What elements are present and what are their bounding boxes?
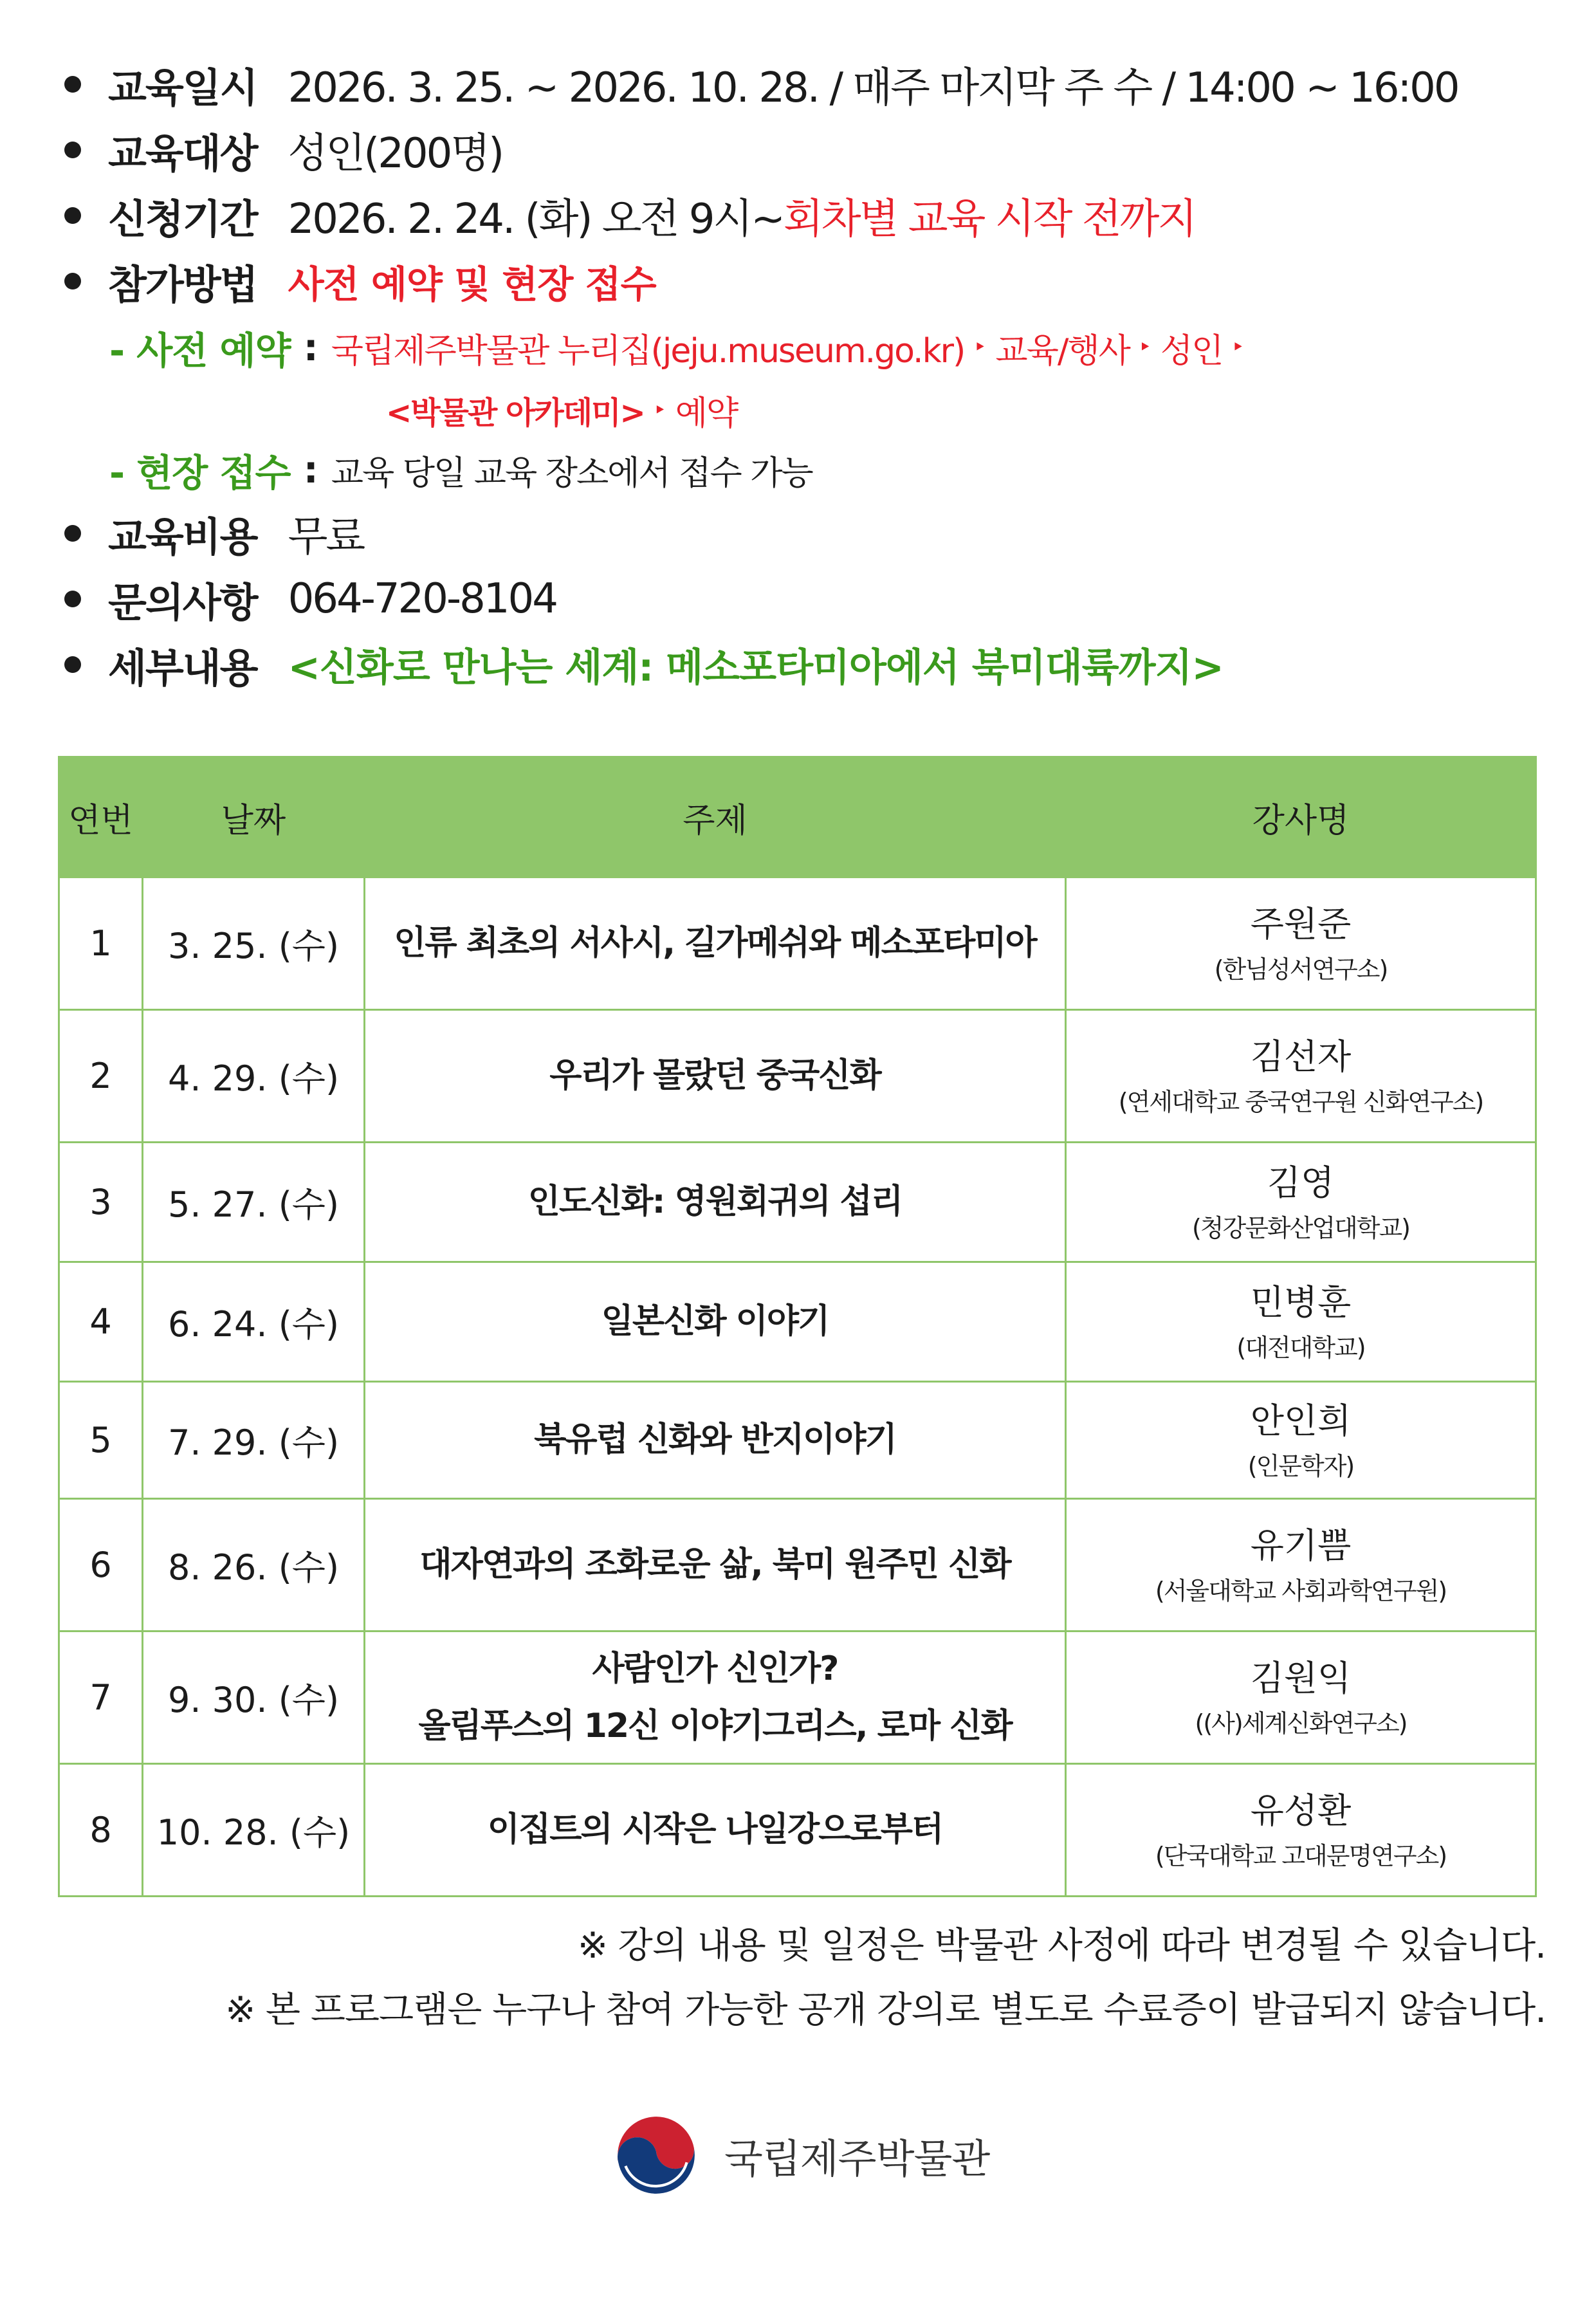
note-line: ※ 강의 내용 및 일정은 박물관 사정에 따라 변경될 수 있습니다. <box>577 1925 1546 1967</box>
table-row <box>59 1382 1536 1499</box>
pre-step: <박물관 아카데미> <box>386 395 645 431</box>
method-details <box>58 314 1537 501</box>
lecturer-org: (인문학자) <box>1247 1451 1354 1480</box>
museum-logo <box>611 2110 989 2200</box>
bullet-icon <box>64 273 81 290</box>
pre-reservation <box>109 320 1253 374</box>
cell-date: 7. 29. (수) <box>143 1382 365 1499</box>
topic-text: 인류 최초의 서사시, 길가메쉬와 메소포타미아 <box>394 924 1036 963</box>
cell-topic <box>365 878 1066 1010</box>
info-value: 2026. 3. 25. ~ 2026. 10. 28. / 매주 마지막 주 수 / 14:00 ~ 16:00 <box>288 64 1458 112</box>
info-label: 신청기간 <box>108 195 257 243</box>
lecturer-org: (서울대학교 사회과학연구원) <box>1155 1576 1447 1605</box>
header-topic: 주제 <box>365 757 1066 878</box>
info-cost <box>58 501 1537 566</box>
info-value: 2026. 2. 24. (화) 오전 9시~ <box>288 196 784 243</box>
cell-date: 5. 27. (수) <box>143 1143 365 1262</box>
info-value: <신화로 만나는 세계: 메소포타미아에서 북미대륙까지> <box>288 645 1224 690</box>
cell-no: 8 <box>59 1764 143 1897</box>
info-value: 064-720-8104 <box>288 575 556 623</box>
table-row <box>59 1764 1536 1897</box>
lecturer-name: 김선자 <box>1250 1036 1352 1077</box>
bullet-icon <box>64 656 81 673</box>
cell-topic <box>365 1010 1066 1143</box>
cell-date: 10. 28. (수) <box>143 1764 365 1897</box>
lecturer-name: 김영 <box>1267 1162 1335 1203</box>
lecturer-org: (단국대학교 고대문명연구소) <box>1155 1841 1447 1870</box>
pre-label: - 사전 예약 <box>109 329 291 372</box>
cell-lecturer <box>1066 1382 1536 1499</box>
bullet-icon <box>64 525 81 542</box>
info-detail <box>58 632 1537 697</box>
topic-text: 일본신화 이야기 <box>601 1302 829 1341</box>
lecturer-org: (연세대학교 중국연구원 신화연구소) <box>1118 1087 1483 1116</box>
lecturer-name: 민병훈 <box>1250 1282 1352 1323</box>
cell-topic <box>365 1631 1066 1764</box>
cell-no: 2 <box>59 1010 143 1143</box>
info-method <box>58 248 1537 314</box>
cell-no: 1 <box>59 878 143 1010</box>
lecturer-org: (청강문화산업대학교) <box>1191 1213 1410 1242</box>
colon: : <box>303 448 318 492</box>
bullet-icon <box>64 591 81 607</box>
info-target <box>58 117 1537 183</box>
bullet-icon <box>64 207 81 224</box>
topic-text: 대자연과의 조화로운 삶, 북미 원주민 신화 <box>419 1545 1011 1585</box>
topic-text: 인도신화: 영원회귀의 섭리 <box>527 1182 903 1222</box>
notes <box>225 1914 1546 2043</box>
pre-step: 예약 <box>675 394 738 433</box>
pre-site: 국립제주박물관 누리집(jeju.museum.go.kr) <box>331 331 965 371</box>
cell-lecturer <box>1066 1010 1536 1143</box>
table-row <box>59 878 1536 1010</box>
cell-no: 7 <box>59 1631 143 1764</box>
topic-text-line2: 올림푸스의 12신 이야기그리스, 로마 신화 <box>418 1706 1012 1745</box>
table-row <box>59 1262 1536 1382</box>
lecturer-name: 유기쁨 <box>1250 1525 1352 1566</box>
arrow-icon: ‣ <box>1231 335 1245 360</box>
table-row <box>59 1631 1536 1764</box>
info-contact <box>58 566 1537 632</box>
topic-text: 이집트의 시작은 나일강으로부터 <box>487 1810 943 1850</box>
arrow-icon: ‣ <box>973 335 987 360</box>
cell-date: 9. 30. (수) <box>143 1631 365 1764</box>
cell-lecturer <box>1066 1143 1536 1262</box>
taegeuk-emblem-icon <box>611 2110 701 2200</box>
cell-lecturer <box>1066 1764 1536 1897</box>
cell-no: 3 <box>59 1143 143 1262</box>
lecturer-org: (대전대학교) <box>1236 1333 1365 1362</box>
cell-date: 6. 24. (수) <box>143 1262 365 1382</box>
info-date <box>58 51 1537 117</box>
topic-text: 북유럽 신화와 반지이야기 <box>534 1420 896 1460</box>
header-lecturer: 강사명 <box>1066 757 1536 878</box>
header-date: 날짜 <box>143 757 365 878</box>
cell-topic <box>365 1499 1066 1631</box>
arrow-icon: ‣ <box>1138 335 1151 360</box>
museum-name: 국립제주박물관 <box>724 2135 990 2182</box>
arrow-icon: ‣ <box>653 397 666 423</box>
cell-topic <box>365 1143 1066 1262</box>
schedule-table <box>58 756 1537 1897</box>
lecturer-name: 김원익 <box>1250 1657 1352 1698</box>
table-row <box>59 1010 1536 1143</box>
onsite-reception <box>109 443 812 497</box>
cell-date: 3. 25. (수) <box>143 878 365 1010</box>
cell-no: 5 <box>59 1382 143 1499</box>
lecturer-org: ((사)세계신화연구소) <box>1195 1709 1407 1738</box>
topic-text: 우리가 몰랐던 중국신화 <box>549 1056 881 1096</box>
table-row <box>59 1143 1536 1262</box>
info-label: 참가방법 <box>108 261 257 308</box>
cell-topic <box>365 1764 1066 1897</box>
lecturer-org: (한님성서연구소) <box>1214 955 1388 984</box>
onsite-label: - 현장 접수 <box>109 451 291 495</box>
cell-date: 4. 29. (수) <box>143 1010 365 1143</box>
cell-lecturer <box>1066 1631 1536 1764</box>
header-no: 연번 <box>59 757 143 878</box>
info-value-highlight: 회차별 교육 시작 전까지 <box>783 196 1196 243</box>
info-apply <box>58 183 1537 248</box>
colon: : <box>303 326 318 369</box>
bullet-icon <box>64 76 81 93</box>
cell-topic <box>365 1382 1066 1499</box>
lecturer-name: 안인희 <box>1250 1400 1352 1441</box>
info-label: 세부내용 <box>108 644 257 692</box>
info-value: 사전 예약 및 현장 접수 <box>288 262 656 306</box>
pre-step: 교육/행사 <box>995 331 1130 371</box>
onsite-text: 교육 당일 교육 장소에서 접수 가능 <box>331 454 812 493</box>
pre-step: 성인 <box>1160 331 1223 371</box>
cell-no: 6 <box>59 1499 143 1631</box>
pre-reservation-cont <box>386 386 737 434</box>
event-info <box>58 51 1537 697</box>
info-label: 교육비용 <box>108 513 257 560</box>
note-line: ※ 본 프로그램은 누구나 참여 가능한 공개 강의로 별도로 수료증이 발급되지 않습니다. <box>225 1989 1546 2031</box>
table-header-row <box>59 757 1536 878</box>
lecturer-name: 유성환 <box>1250 1790 1352 1831</box>
cell-topic <box>365 1262 1066 1382</box>
info-label: 문의사항 <box>108 578 257 626</box>
cell-no: 4 <box>59 1262 143 1382</box>
info-value: 성인(200명) <box>288 130 503 178</box>
cell-lecturer <box>1066 1499 1536 1631</box>
cell-lecturer <box>1066 1262 1536 1382</box>
info-value: 무료 <box>288 513 364 561</box>
bullet-icon <box>64 142 81 158</box>
cell-lecturer <box>1066 878 1536 1010</box>
lecturer-name: 주원준 <box>1250 903 1352 944</box>
info-label: 교육일시 <box>108 64 257 111</box>
topic-text: 사람인가 신인가? <box>592 1650 838 1689</box>
table-row <box>59 1499 1536 1631</box>
info-label: 교육대상 <box>108 129 257 177</box>
cell-date: 8. 26. (수) <box>143 1499 365 1631</box>
